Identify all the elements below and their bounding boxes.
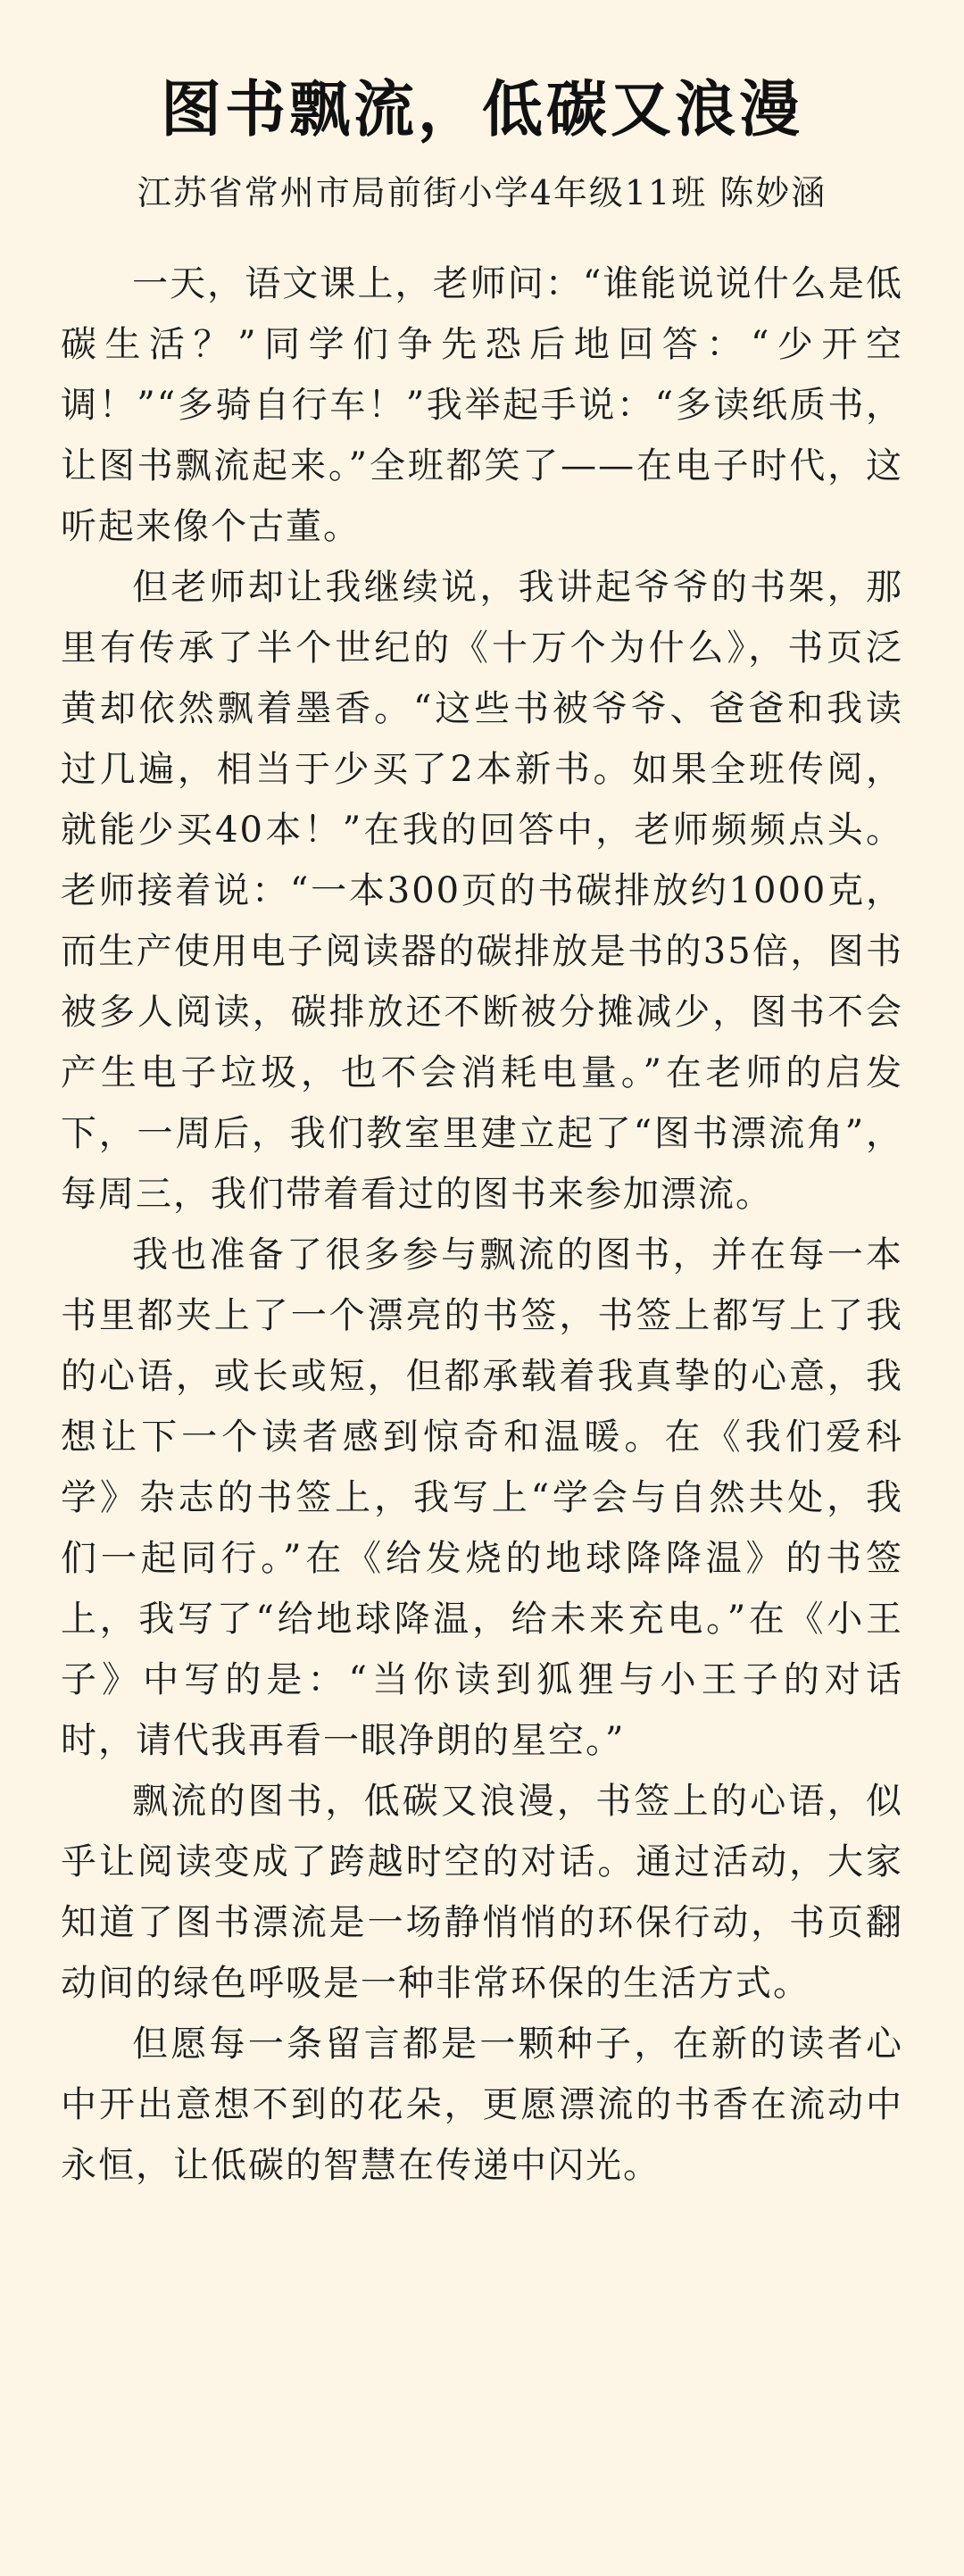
article-title: 图书飘流，低碳又浪漫 — [160, 74, 803, 145]
paragraph-5: 但愿每一条留言都是一颗种子，在新的读者心中开出意想不到的花朵，更愿漂流的书香在流动中永恒，让低碳的智慧在传递中闪光。 — [61, 2023, 903, 2186]
paragraph-3: 我也准备了很多参与飘流的图书，并在每一本书里都夹上了一个漂亮的书签，书签上都写上了我的心语，或长或短，但都承载着我真挚的心意，我想让下一个读者感到惊奇和温暖。在《我们爱科学》杂志的书签上，我写上“学会与自然共处，我们一起同行。”在《给发烧的地球降降温》的书签上，我写了“给地球降温，给未来充电。”在《小王子》中写的是：“当你读到狐狸与小王子的对话时，请代我再看一眼净朗的星空。” — [61, 1234, 903, 1761]
paragraph-2: 但老师却让我继续说，我讲起爷爷的书架，那里有传承了半个世纪的《十万个为什么》，书页泛黄却依然飘着墨香。“这些书被爷爷、爸爸和我读过几遍，相当于少买了2本新书。如果全班传阅，就能少买40本！”在我的回答中，老师频频点头。老师接着说：“一本300页的书碳排放约1000克，而生产使用电子阅读器的碳排放是书的35倍，图书被多人阅读，碳排放还不断被分摊减少，图书不会产生电子垃圾，也不会消耗电量。”在老师的启发下，一周后，我们教室里建立起了“图书漂流角”，每周三，我们带着看过的图书来参加漂流。 — [61, 567, 903, 1215]
paragraph-4: 飘流的图书，低碳又浪漫，书签上的心语，似乎让阅读变成了跨越时空的对话。通过活动，大家知道了图书漂流是一场静悄悄的环保行动，书页翻动间的绿色呼吸是一种非常环保的生活方式。 — [61, 1781, 903, 2004]
paragraph-1: 一天，语文课上，老师问：“谁能说说什么是低碳生活？”同学们争先恐后地回答：“少开空调！”“多骑自行车！”我举起手说：“多读纸质书，让图书飘流起来。”全班都笑了——在电子时代，这听起来像个古董。 — [61, 263, 903, 547]
author-byline: 江苏省常州市局前街小学4年级11班 陈妙涵 — [137, 173, 827, 212]
article-body — [61, 253, 903, 2196]
